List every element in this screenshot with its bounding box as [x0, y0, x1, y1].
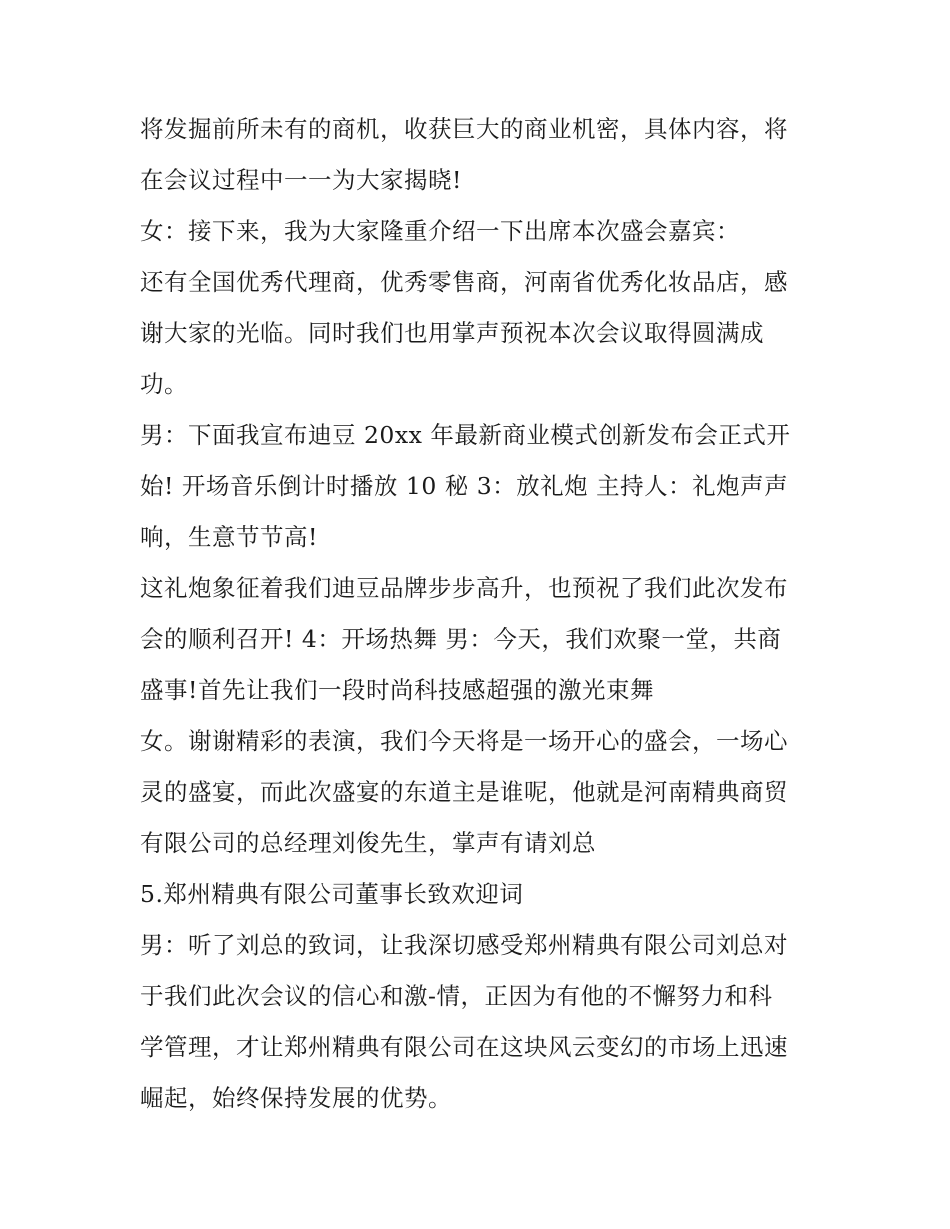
- text-line: 始! 开场音乐倒计时播放 10 秘 3：放礼炮 主持人：礼炮声声: [140, 472, 789, 500]
- text-line: 功。: [140, 370, 188, 398]
- text-line: 灵的盛宴，而此次盛宴的东道主是谁呢，他就是河南精典商贸: [140, 778, 788, 806]
- text-line: 谢大家的光临。同时我们也用掌声预祝本次会议取得圆满成: [140, 319, 764, 347]
- text-line: 女：接下来，我为大家隆重介绍一下出席本次盛会嘉宾：: [140, 217, 740, 245]
- text-line: 响，生意节节高!: [140, 523, 318, 551]
- text-line: 崛起，始终保持发展的优势。: [140, 1084, 452, 1112]
- section-heading: 5.郑州精典有限公司董事长致欢迎词: [140, 880, 524, 908]
- text-line: 这礼炮象征着我们迪豆品牌步步高升，也预祝了我们此次发布: [140, 574, 788, 602]
- text-line: 女。谢谢精彩的表演，我们今天将是一场开心的盛会，一场心: [140, 727, 788, 755]
- text-line: 男：听了刘总的致词，让我深切感受郑州精典有限公司刘总对: [140, 931, 788, 959]
- document-body: [140, 104, 830, 1124]
- text-line: 于我们此次会议的信心和激-情，正因为有他的不懈努力和科: [140, 982, 773, 1010]
- text-line: 男：下面我宣布迪豆 20xx 年最新商业模式创新发布会正式开: [140, 421, 791, 449]
- text-line: 学管理，才让郑州精典有限公司在这块风云变幻的市场上迅速: [140, 1033, 788, 1061]
- text-line: 有限公司的总经理刘俊先生，掌声有请刘总: [140, 829, 596, 857]
- text-line: 还有全国优秀代理商，优秀零售商，河南省优秀化妆品店，感: [140, 268, 788, 296]
- text-line: 会的顺利召开! 4：开场热舞 男：今天，我们欢聚一堂，共商: [140, 625, 782, 653]
- text-line: 在会议过程中一一为大家揭晓!: [140, 166, 462, 194]
- text-line: 将发掘前所未有的商机，收获巨大的商业机密，具体内容，将: [140, 115, 788, 143]
- text-line: 盛事!首先让我们一段时尚科技感超强的激光束舞: [140, 676, 654, 704]
